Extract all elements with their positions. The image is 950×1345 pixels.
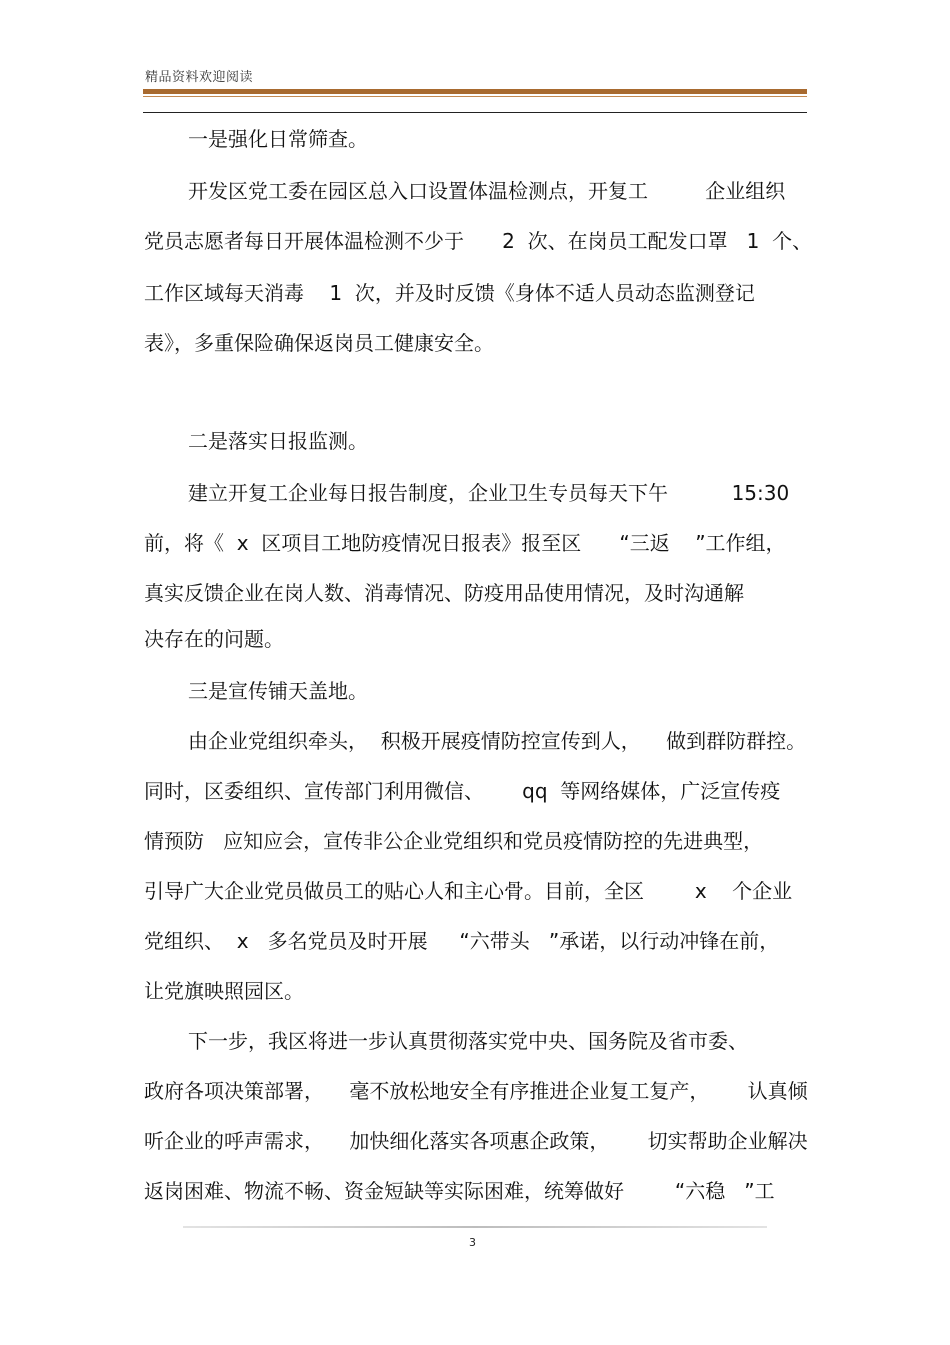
text-line: 由企业党组织牵头， 积极开展疫情防控宣传到人， 做到群防群控。 [188, 729, 807, 753]
text-line: 让党旗映照园区。 [144, 979, 304, 1003]
text-line: 党组织、 x 多名党员及时开展 “六带头 ”承诺，以行动冲锋在前， [144, 929, 780, 953]
header-rule-thick [143, 89, 807, 94]
page-number: 3 [469, 1236, 476, 1249]
text-line: 同时，区委组织、宣传部门利用微信、 qq 等网络媒体，广泛宣传疫 [144, 779, 781, 803]
text-line: 下一步，我区将进一步认真贯彻落实党中央、国务院及省市委、 [188, 1029, 748, 1053]
text-line: 一是强化日常筛查。 [188, 127, 368, 151]
text-line: 党员志愿者每日开展体温检测不少于 2 次、在岗员工配发口罩 1 个、 [144, 229, 813, 253]
text-line: 二是落实日报监测。 [188, 429, 368, 453]
text-line: 工作区域每天消毒 1 次，并及时反馈《身体不适人员动态监测登记 [144, 281, 755, 305]
text-line: 政府各项决策部署， 毫不放松地安全有序推进企业复工复产， 认真倾 [144, 1079, 808, 1103]
text-line: 三是宣传铺天盖地。 [188, 679, 368, 703]
text-line: 真实反馈企业在岗人数、消毒情况、防疫用品使用情况，及时沟通解 [144, 581, 744, 605]
header-rule-thin [143, 96, 807, 97]
text-line: 开发区党工委在园区总入口设置体温检测点，开复工 企业组织 [188, 179, 786, 203]
text-line: 前，将《 x 区项目工地防疫情况日报表》报至区 “三返 ”工作组， [144, 531, 786, 555]
text-line: 决存在的问题。 [144, 627, 284, 651]
text-line: 听企业的呼声需求， 加快细化落实各项惠企政策， 切实帮助企业解决 [144, 1129, 808, 1153]
text-line: 建立开复工企业每日报告制度，企业卫生专员每天下午 15:30 [188, 481, 790, 505]
header-text: 精品资料欢迎阅读 [145, 70, 254, 85]
text-line: 表》，多重保险确保返岗员工健康安全。 [144, 331, 494, 355]
footer-rule [183, 1226, 767, 1228]
text-line: 返岗困难、物流不畅、资金短缺等实际困难，统筹做好 “六稳 ”工 [144, 1179, 775, 1203]
text-line: 情预防 应知应会，宣传非公企业党组织和党员疫情防控的先进典型， [144, 829, 764, 853]
text-line: 引导广大企业党员做员工的贴心人和主心骨。目前，全区 x 个企业 [144, 879, 793, 903]
header-rule-separator [143, 112, 807, 113]
